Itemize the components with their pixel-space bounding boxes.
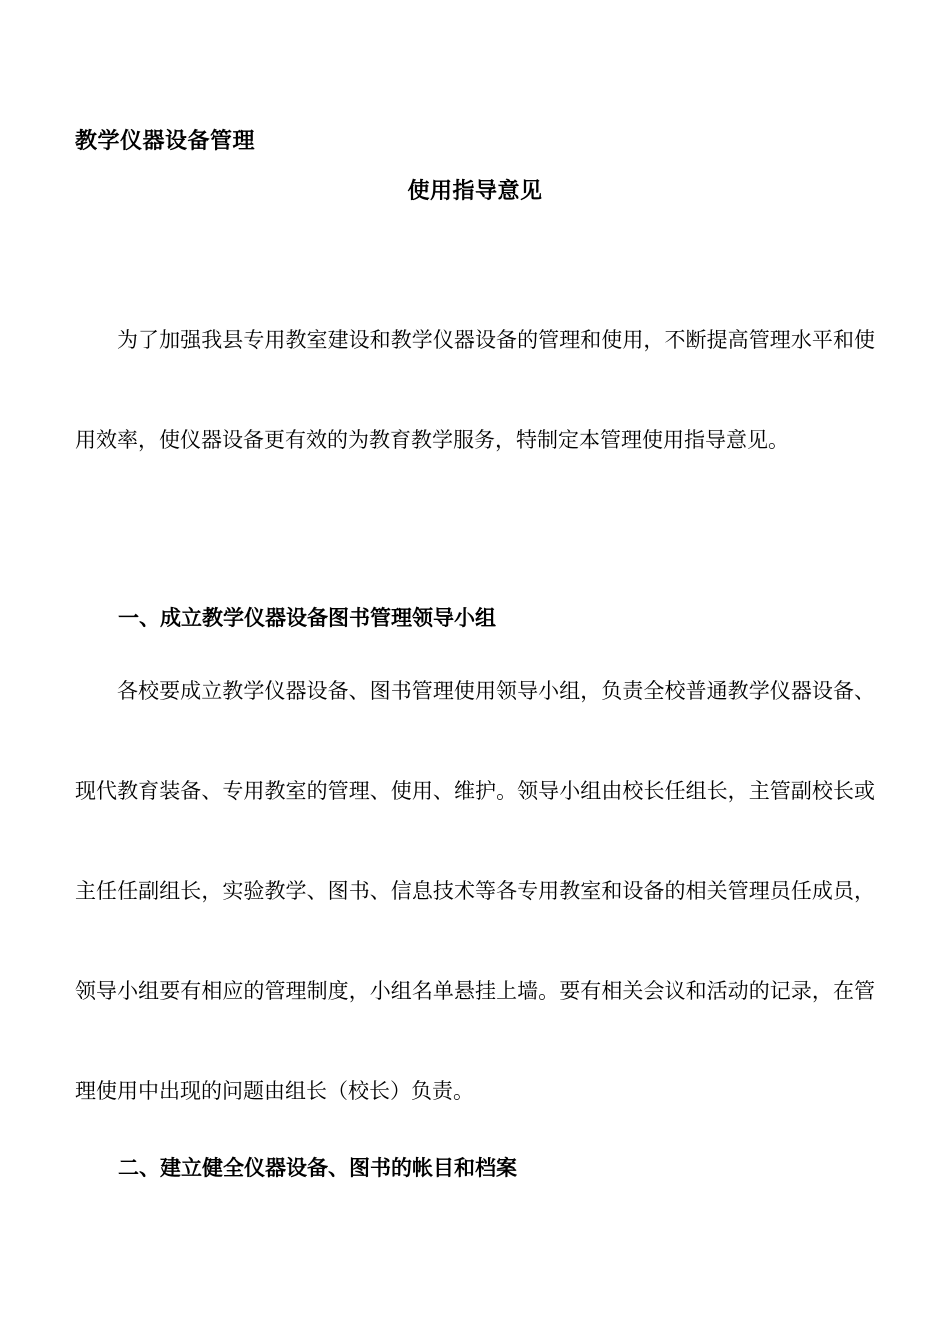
document-title: 教学仪器设备管理 — [75, 129, 256, 154]
intro-paragraph: 为了加强我县专用教室建设和教学仪器设备的管理和使用，不断提高管理水平和使用效率，使仪器设备更有效的为教育教学服务，特制定本管理使用指导意见。 — [75, 328, 875, 452]
section-1-paragraph: 各校要成立教学仪器设备、图书管理使用领导小组，负责全校普通教学仪器设备、现代教育装备、专用教室的管理、使用、维护。领导小组由校长任组长，主管副校长或主任任副组长，实验教学、图书、信息技术等各专用教室和设备的相关管理员任成员，领导小组要有相应的管理制度，小组名单悬挂上墙。要有相关会议和活动的记录，在管理使用中出现的问题由组长（校长）负责。 — [75, 679, 875, 1103]
document-subtitle: 使用指导意见 — [407, 179, 543, 204]
section-1-heading: 一、成立教学仪器设备图书管理领导小组 — [118, 606, 496, 630]
section-2-heading: 二、建立健全仪器设备、图书的帐目和档案 — [118, 1156, 517, 1180]
